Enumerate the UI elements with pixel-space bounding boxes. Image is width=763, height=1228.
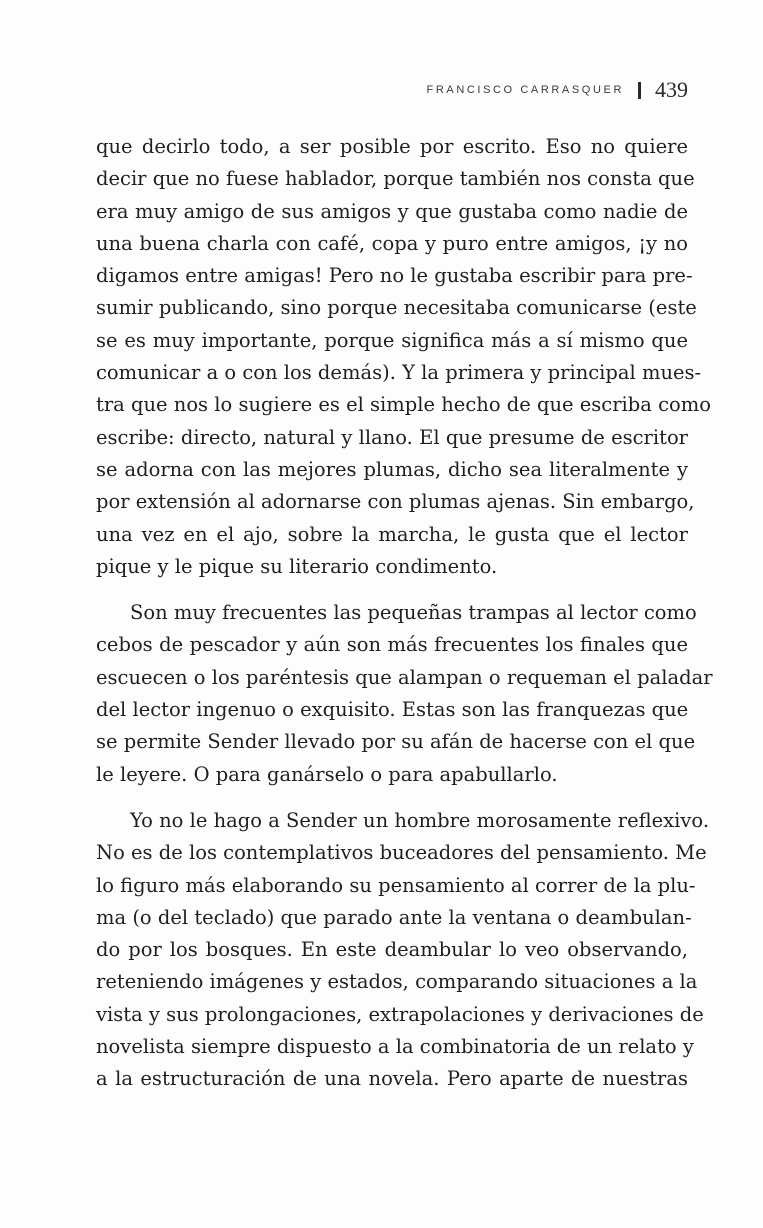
text-line: vista y sus prolongaciones, extrapolaciones y derivaciones de [96, 1002, 704, 1026]
text-line: escribe: directo, natural y llano. El que presume de escritor [96, 425, 688, 449]
text-line: ma (o del teclado) que parado ante la ventana o deambulan- [96, 905, 692, 929]
body-text [96, 131, 713, 1096]
text-line: se adorna con las mejores plumas, dicho sea literalmente y [96, 457, 688, 481]
text-line: se es muy importante, porque significa más a sí mismo que [96, 328, 688, 352]
text-line: cebos de pescador y aún son más frecuentes los finales que [96, 633, 688, 657]
paragraph-1 [96, 131, 711, 583]
text-line: do por los bosques. En este deambular lo veo observando, [96, 938, 688, 962]
text-line: No es de los contemplativos buceadores del pensamiento. Me [96, 841, 707, 865]
paragraph-2 [96, 597, 713, 791]
text-line: novelista siempre dispuesto a la combinatoria de un relato y [96, 1035, 694, 1059]
text-line: se permite Sender llevado por su afán de hacerse con el que [96, 730, 696, 754]
text-line: una vez en el ajo, sobre la marcha, le gusta que el lector [96, 522, 688, 546]
text-line: lo figuro más elaborando su pensamiento al correr de la plu- [96, 873, 696, 897]
text-line: tra que nos lo sugiere es el simple hecho de que escriba como [96, 393, 711, 417]
page-number: 439 [655, 77, 688, 102]
paragraph-gap [96, 583, 688, 597]
text-line: una buena charla con café, copa y puro entre amigos, ¡y no [96, 231, 688, 255]
text-line: del lector ingenuo o exquisito. Estas son las franquezas que [96, 698, 689, 722]
text-line: digamos entre amigas! Pero no le gustaba escribir para pre- [96, 264, 693, 288]
paragraph-gap [96, 791, 688, 805]
text-line: Yo no le hago a Sender un hombre morosamente reflexivo. [130, 808, 710, 832]
running-head [427, 76, 688, 104]
text-line: le leyere. O para ganárselo o para apabullarlo. [96, 762, 558, 786]
text-line: sumir publicando, sino porque necesitaba comunicarse (este [96, 296, 697, 320]
running-head-author: FRANCISCO CARRASQUER [426, 84, 624, 96]
paragraph-3 [96, 805, 710, 1096]
text-line: era muy amigo de sus amigos y que gustaba como nadie de [96, 199, 688, 223]
text-line: por extensión al adornarse con plumas ajenas. Sin embargo, [96, 490, 695, 514]
text-line: reteniendo imágenes y estados, comparando situaciones a la [96, 970, 698, 994]
text-line: decir que no fuese hablador, porque también nos consta que [96, 167, 695, 191]
text-line: escuecen o los paréntesis que alampan o requeman el paladar [96, 665, 713, 689]
text-line: Son muy frecuentes las pequeñas trampas al lector como [130, 601, 697, 625]
text-line: comunicar a o con los demás). Y la primera y principal mues- [96, 361, 702, 385]
text-line: pique y le pique su literario condimento. [96, 554, 498, 578]
text-line: a la estructuración de una novela. Pero aparte de nuestras [96, 1067, 688, 1091]
running-head-rule [638, 82, 641, 99]
text-line: que decirlo todo, a ser posible por escrito. Eso no quiere [96, 135, 688, 158]
